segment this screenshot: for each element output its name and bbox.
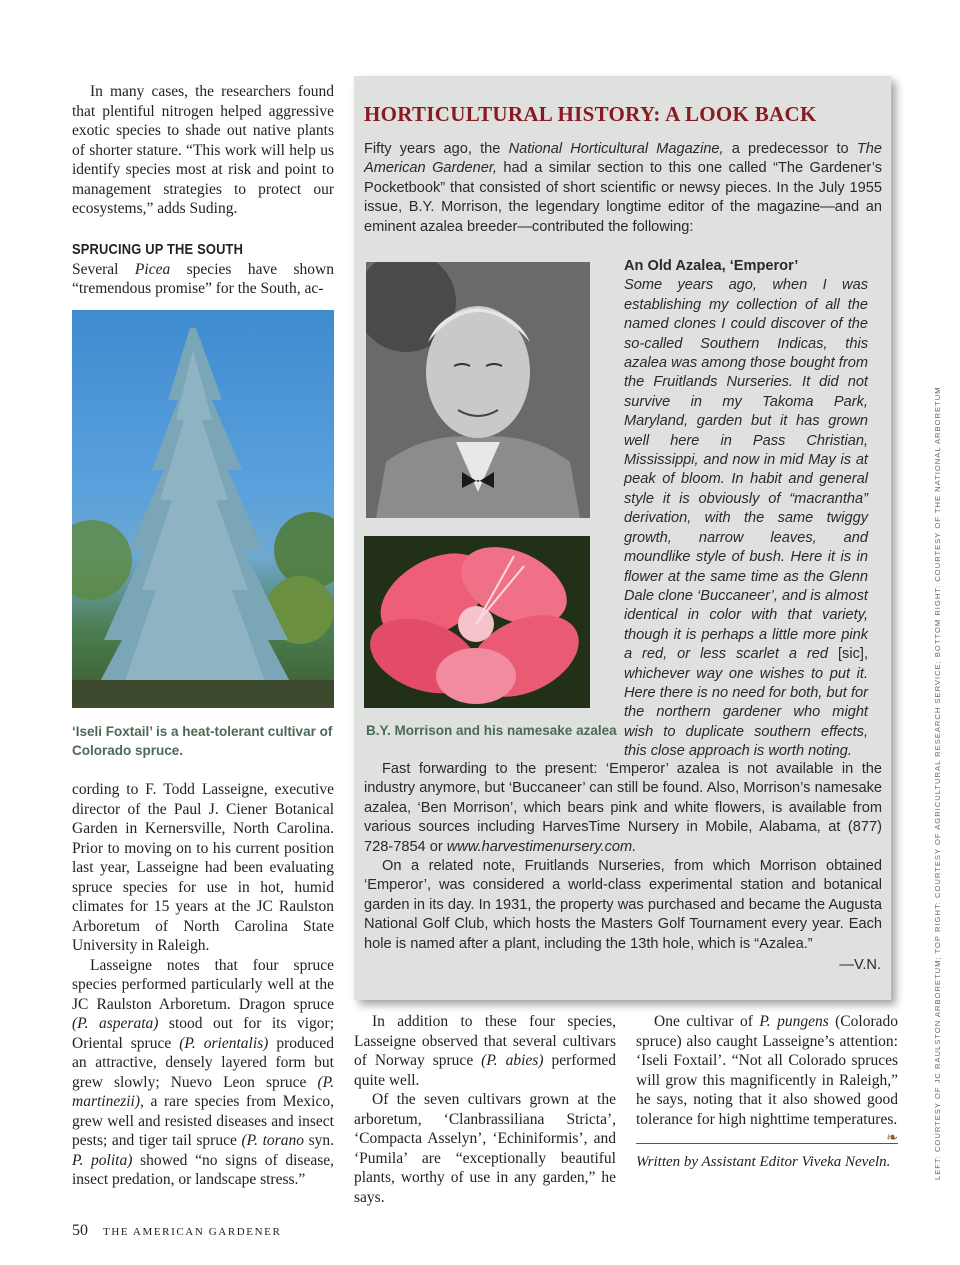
intro-paragraph: In many cases, the researchers found that plentiful nitrogen helped aggressive exotic species to shade out native plants of shorter stature. “This work will help us identify species most at risk and point to management strategies to protect our ecosystems,” adds Suding. <box>72 83 334 217</box>
sidebar-title: HORTICULTURAL HISTORY: A LOOK BACK <box>364 102 817 126</box>
middle-paragraph-2: Of the seven cultivars grown at the arboretum, ‘Clanbrassiliana Stricta’, ‘Compacta Asselyn’, ‘Echiniformis’, and ‘Pumila’ are “exceptionally beautiful plants, worthy of use in any garden,” he says. <box>354 1091 616 1206</box>
sidebar-outro <box>364 760 882 954</box>
outro-paragraph-2: On a related note, Fruitlands Nurseries, from which Morrison obtained ‘Emperor’, was considered a world-class experimental station and botanical garden in its day. In 1931, the property was purchased and became the Augusta National Golf Club, which hosts the Masters Golf Tournament every year. Each hole is named after a plant, including the 13th hole, which is “Azalea.” <box>364 858 882 952</box>
sidebar-intro: Fifty years ago, the National Horticultural Magazine, a predecessor to The American Gardener, had a similar section to this one called “The Gardener’s Pocketbook” that consisted of short scientific or newsy pieces. In the July 1955 issue, B.Y. Morrison, the legendary longtime editor of the magazine—and an eminent azalea breeder—contributed the following: <box>364 141 882 235</box>
history-sidebar <box>354 76 891 1000</box>
right-column <box>636 1012 898 1171</box>
middle-paragraph-1: In addition to these four species, Lasseigne observed that several cultivars of Norway spruce (P. abies) performed quite well. <box>354 1013 617 1089</box>
section-subhead: SPRUCING UP THE SOUTH <box>72 240 244 258</box>
byline: Written by Assistant Editor Viveka Neveln. <box>636 1154 891 1170</box>
spruce-photo <box>72 310 334 708</box>
end-ornament-icon: ❧ <box>886 1131 898 1146</box>
sidebar-photo-caption: B.Y. Morrison and his namesake azalea <box>366 723 617 738</box>
right-paragraph: One cultivar of P. pungens (Colorado spruce) also caught Lasseigne’s attention: ‘Iseli Foxtail’. “Not all Colorado spruces will grow this magnificently in Raleigh,” he says, noting that it also showed good tolerance for high nighttime temperatures. ❧ <box>636 1012 898 1129</box>
photo-credit: LEFT: COURTESY OF JC RAULSTON ARBORETUM; TOP RIGHT: COURTESY OF AGRICULTURAL RESEARCH SERVICE; BOTTOM RIGHT: COURTESY OF THE NATIONAL ARBORETUM <box>933 386 942 1180</box>
spruce-photo-caption: ‘Iseli Foxtail’ is a heat-tolerant cultivar of Colorado spruce. <box>72 724 333 758</box>
left-column-continued <box>72 780 334 1190</box>
quote-body: Some years ago, when I was establishing my collection of all the named clones I could discover of the so-called Southern Indicas, this azalea was among those bought from the Fruitlands Nurseries. It did not survive in my Takoma Park, Maryland, garden but it has grown well here in Pass Christian, Mississippi, and now in mid May is at peak of bloom. In habit and general style it is obviously of “macrantha” derivation, with the same twiggy growth, narrow leaves, and moundlike style of bush. Here it is in flower at the same time as the Glenn Dale clone ‘Buccaneer’, and is almost identical in color with that variety, though it is perhaps a little more pink a red, or less scarlet a red [sic], whichever way one wishes to put it. Here there is no need for both, but for the northern gardener who might wish to duplicate southern effects, this close approach is worth noting. <box>624 277 868 760</box>
sidebar-signature: —V.N. <box>839 957 881 973</box>
azalea-photo <box>364 536 590 708</box>
byline-divider <box>636 1143 898 1144</box>
azalea-illustration <box>364 536 590 708</box>
outro-paragraph-1: Fast forwarding to the present: ‘Emperor’ azalea is not available in the industry anymore, but ‘Buccaneer’ can still be found. Also, Morrison’s namesake azalea, ‘Ben Morrison’, which bears pink and white flowers, is available from various sources including HarvesTime Nursery in Mobile, Alabama, at (877) 728-7854 or www.harvestimenursery.com. <box>364 761 882 855</box>
left-column <box>72 82 334 299</box>
morrison-quote <box>624 257 868 762</box>
portrait-illustration <box>366 262 590 518</box>
spruce-tree-illustration <box>72 310 334 708</box>
middle-column <box>354 1012 616 1207</box>
page-number: 50 <box>72 1222 88 1239</box>
quote-heading: An Old Azalea, ‘Emperor’ <box>624 258 799 274</box>
morrison-portrait <box>366 262 590 518</box>
magazine-name: THE AMERICAN GARDENER <box>103 1226 282 1238</box>
spruce-species-paragraph: Lasseigne notes that four spruce species performed particularly well at the JC Raulston Arboretum. Dragon spruce (P. asperata) stood out for its vigor; Oriental spruce (P. orientalis) produced an attractive, densely layered form but grew slowly; Nuevo Leon spruce (P. martinezii), a rare species from Mexico, grew well and resisted diseases and insect pests; and tiger tail spruce (P. torano syn. P. polita) showed “no signs of disease, insect predation, or landscape stress.” <box>72 956 335 1188</box>
spruce-paragraph-start: Several Picea species have shown “tremendous promise” for the South, ac- <box>72 260 335 297</box>
spruce-paragraph-cont: cording to F. Todd Lasseigne, executive director of the Paul J. Ciener Botanical Garden in Kernersville, North Carolina. Prior to moving on to his current position last year, Lasseigne had been evaluating spruce species for use in hot, humid climates for 15 years at the JC Raulston Arboretum of North Carolina State University in Raleigh. <box>72 781 334 954</box>
